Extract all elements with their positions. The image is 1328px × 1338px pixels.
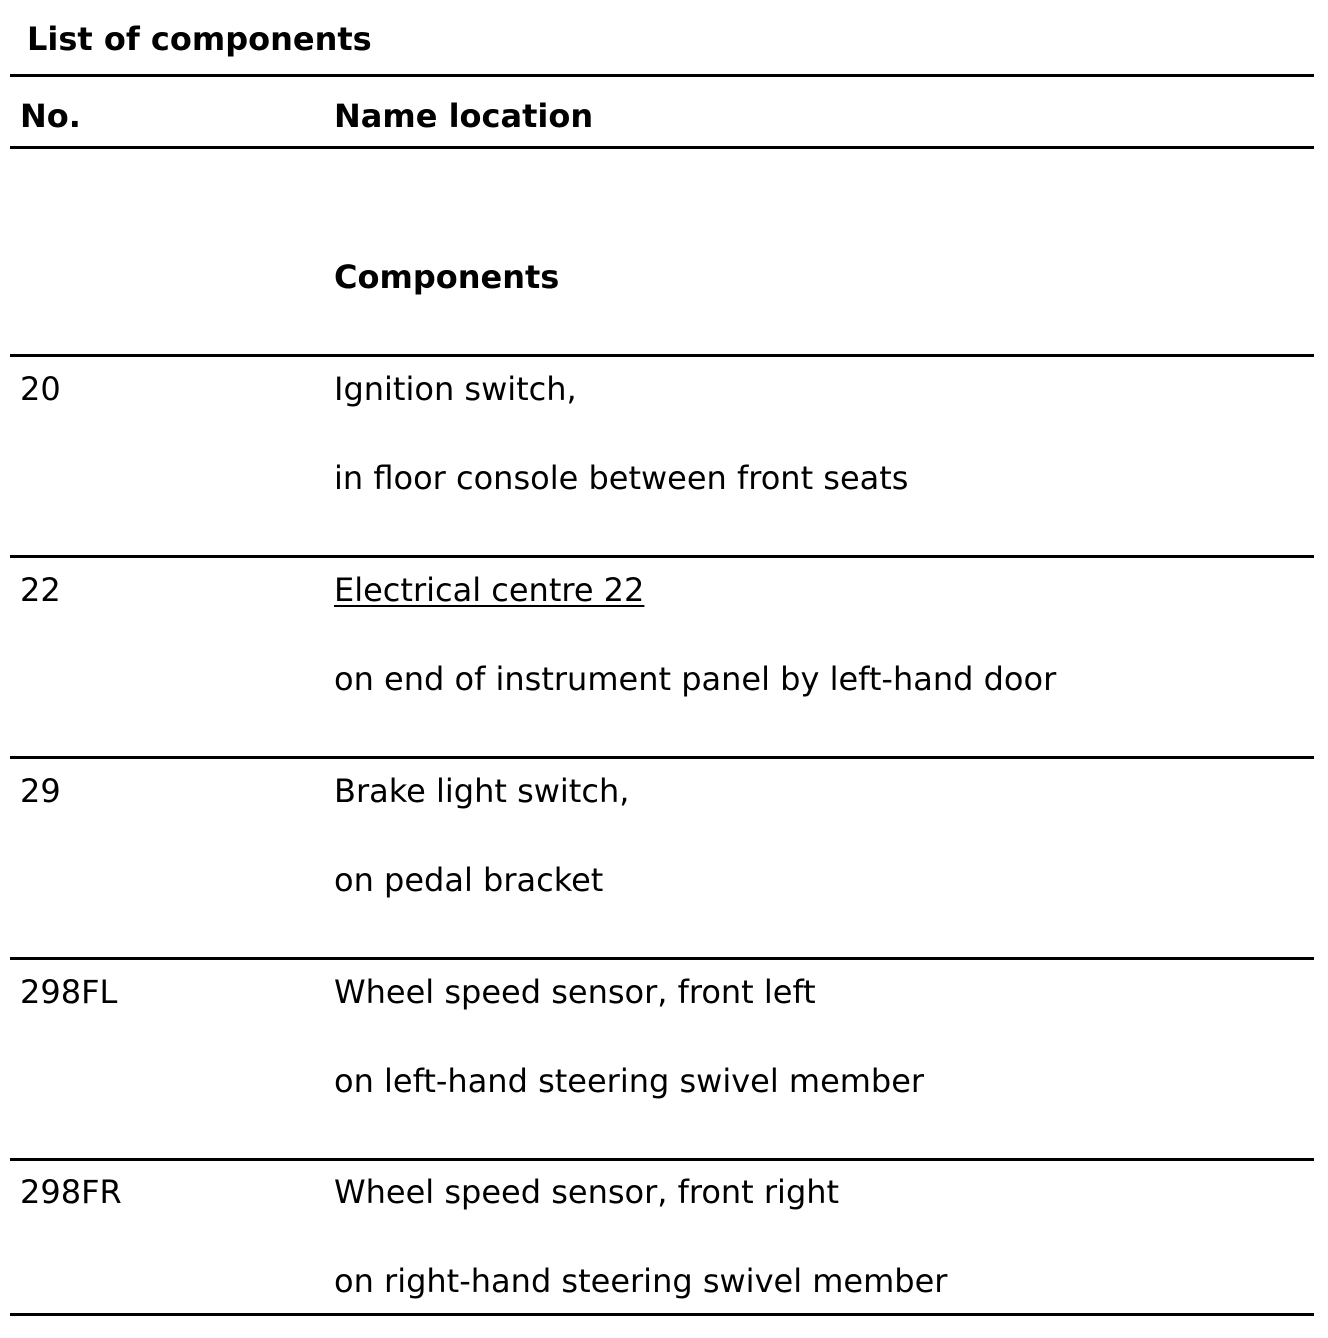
- component-number: 298FL: [20, 973, 118, 1011]
- row-rule: [10, 1158, 1314, 1161]
- row-rule: [10, 957, 1314, 960]
- component-name: Wheel speed sensor, front left: [334, 973, 816, 1011]
- section-label: Components: [334, 258, 560, 296]
- header-bottom-rule: [10, 146, 1314, 149]
- column-header-no: No.: [20, 97, 81, 135]
- section-rule: [10, 354, 1314, 357]
- component-location: in floor console between front seats: [334, 459, 909, 497]
- component-name: Wheel speed sensor, front right: [334, 1173, 840, 1211]
- table-top-rule: [10, 74, 1314, 77]
- component-name: Ignition switch,: [334, 370, 577, 408]
- component-name: Brake light switch,: [334, 772, 630, 810]
- page-title: List of components: [27, 20, 372, 58]
- component-location: on end of instrument panel by left-hand door: [334, 660, 1057, 698]
- column-header-name-location: Name location: [334, 97, 594, 135]
- component-number: 298FR: [20, 1173, 122, 1211]
- component-number: 20: [20, 370, 61, 408]
- table-bottom-rule: [10, 1313, 1314, 1316]
- component-name-link[interactable]: Electrical centre 22: [334, 571, 645, 609]
- component-location: on pedal bracket: [334, 861, 604, 899]
- component-number: 22: [20, 571, 61, 609]
- row-rule: [10, 756, 1314, 759]
- component-number: 29: [20, 772, 61, 810]
- row-rule: [10, 555, 1314, 558]
- component-location: on left-hand steering swivel member: [334, 1062, 925, 1100]
- component-location: on right-hand steering swivel member: [334, 1262, 948, 1300]
